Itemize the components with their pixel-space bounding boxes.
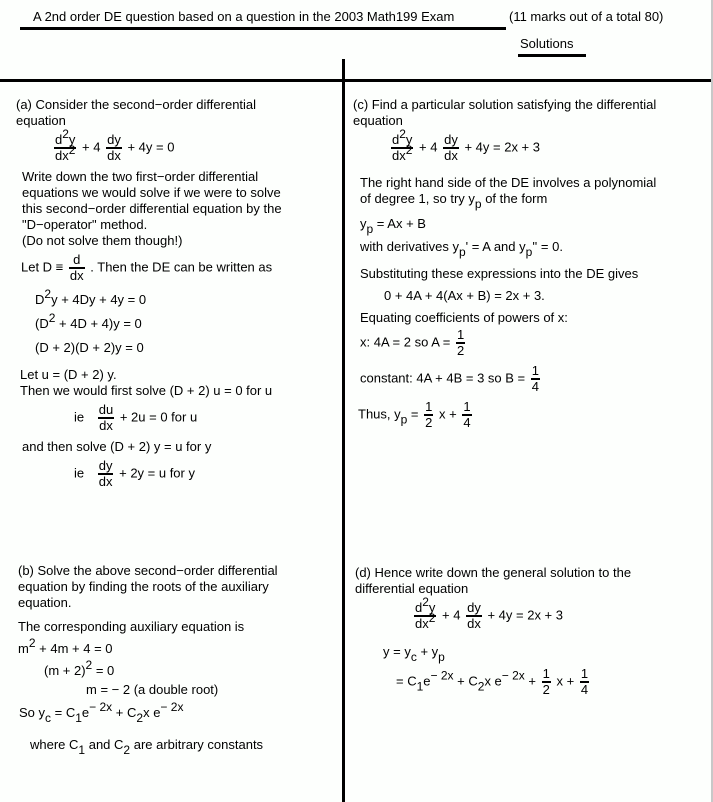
part-b	[18, 563, 338, 756]
first-derivative-fraction: $\frac{dy}{dx}$	[467, 600, 481, 631]
aux-root: m = − 2 (a double root)	[86, 682, 219, 697]
solutions-underline	[518, 54, 586, 57]
part-d-prompt-line1: (d) Hence write down the general solution to the	[355, 565, 632, 580]
ie-equation-y: ie $\frac{dy}{dx}$ + 2y = u for y	[74, 458, 195, 489]
trial-form: $y_p = Ax + B$	[360, 216, 426, 236]
vertical-divider	[342, 59, 345, 802]
equating-intro: Equating coefficients of powers of x:	[360, 310, 568, 325]
part-c-equation: $\frac{d^2y}{dx^2}$ + 4 $\frac{dy}{dx}$ + 4y = 2x + 3	[392, 127, 540, 163]
operator-equation-2: $(D^2 + 4D + 4)y = 0$	[35, 311, 142, 331]
rhs-intro-line2: of degree 1, so try $y_p$ of the form	[360, 191, 548, 211]
half-fraction: $\frac{1}{2}$	[456, 327, 465, 358]
first-derivative-fraction: $\frac{dy}{dx}$	[107, 132, 121, 163]
let-d-definition: Let D ≡ $\frac{d}{dx}$ . Then the DE can be written as	[21, 252, 273, 283]
instruction-line: Write down the two first−order differential	[22, 169, 259, 184]
part-b-prompt-line: (b) Solve the above second−order differential	[18, 563, 278, 578]
derivatives-line: with derivatives $y_p' = A$ and $y_p'' = 0$.	[360, 239, 563, 259]
dy-dx-fraction: $\frac{dy}{dx}$	[98, 458, 113, 489]
part-d	[355, 565, 708, 699]
part-b-prompt-line: equation.	[18, 595, 72, 610]
constant-coefficient-line: constant: 4A + 4B = 3 so B = $\frac{1}{4}$	[360, 363, 539, 394]
second-derivative-fraction: $\frac{d^2y}{dx^2}$	[392, 127, 413, 163]
operator-equation-1: $D^2y + 4Dy + 4y = 0$	[35, 287, 147, 307]
quarter-fraction: $\frac{1}{4}$	[580, 666, 589, 697]
instruction-line: this second−order differential equation by the	[22, 201, 282, 216]
instruction-line: equations we would solve if we were to solve	[22, 185, 281, 200]
instruction-line: (Do not solve them though!)	[22, 233, 183, 248]
first-derivative-fraction: $\frac{dy}{dx}$	[444, 132, 458, 163]
part-c-prompt-line2: equation	[353, 113, 403, 128]
second-derivative-fraction: $\frac{d^2y}{dx^2}$	[55, 127, 76, 163]
quarter-fraction: $\frac{1}{4}$	[531, 363, 539, 394]
horizontal-divider	[0, 79, 711, 82]
operator-equation-3: (D + 2)(D + 2)y = 0	[35, 340, 144, 355]
aux-intro: The corresponding auxiliary equation is	[18, 619, 245, 634]
aux-equation-1: $m^2 + 4m + 4 = 0$	[18, 636, 113, 656]
then-solve-step: and then solve (D + 2) y = u for y	[22, 439, 212, 454]
substitution-intro: Substituting these expressions into the DE gives	[360, 266, 639, 281]
part-b-prompt-line: equation by finding the roots of the auxiliary	[18, 579, 269, 594]
marks-note: (11 marks out of a total 80)	[509, 9, 664, 24]
complementary-solution: So $y_c = C_1e^{- 2x} + C_2x$ $e^{- 2x}$	[19, 700, 184, 725]
ie-equation-u: ie $\frac{du}{dx}$ + 2u = 0 for u	[74, 402, 198, 433]
let-u-definition: Let u = (D + 2) y.	[20, 367, 117, 382]
substitution-equation: 0 + 4A + 4(Ax + B) = 2x + 3.	[384, 288, 545, 303]
x-coefficient-line: x: 4A = 2 so A = $\frac{1}{2}$	[360, 327, 465, 358]
part-c-prompt-line1: (c) Find a particular solution satisfying the differential	[353, 97, 657, 112]
part-a-prompt-line2: equation	[16, 113, 66, 128]
second-derivative-fraction: $\frac{d^2y}{dx^2}$	[415, 595, 436, 631]
d-operator-fraction: $\frac{d}{dx}$	[69, 252, 84, 283]
first-solve-step: Then we would first solve (D + 2) u = 0 for u	[20, 383, 273, 398]
part-d-prompt-line2: differential equation	[355, 581, 469, 596]
arbitrary-constants-note: where $C_1$ and $C_2$ are arbitrary constants	[30, 737, 264, 757]
general-solution-line1: $y = y_c + y_p$	[383, 644, 445, 664]
instruction-line: "D−operator" method.	[22, 217, 148, 232]
particular-solution: Thus, $y_p$ = $\frac{1}{2}$ x + $\frac{1}{4}$	[358, 399, 471, 430]
part-d-equation: $\frac{d^2y}{dx^2}$ + 4 $\frac{dy}{dx}$ + 4y = 2x + 3	[415, 595, 563, 631]
half-fraction: $\frac{1}{2}$	[425, 399, 433, 430]
part-c	[353, 97, 708, 432]
general-solution-line2: = $C_1e^{- 2x} + C_2x$ $e^{- 2x}$ + $\frac{1}{2}$ x + $\frac{1}{4}$	[396, 666, 589, 697]
quarter-fraction: $\frac{1}{4}$	[463, 399, 471, 430]
part-a	[16, 97, 338, 491]
rhs-intro-line1: The right hand side of the DE involves a polynomial	[360, 175, 657, 190]
aux-equation-2: $(m + 2)^2 = 0$	[44, 658, 115, 678]
solutions-label: Solutions	[520, 36, 574, 51]
part-a-prompt-line1: (a) Consider the second−order differential	[16, 97, 257, 112]
half-fraction: $\frac{1}{2}$	[542, 666, 550, 697]
du-dx-fraction: $\frac{du}{dx}$	[98, 402, 114, 433]
document-title: A 2nd order DE question based on a question in the 2003 Math199 Exam	[33, 9, 455, 24]
title-underline	[20, 27, 506, 30]
part-a-equation: $\frac{d^2y}{dx^2}$ + 4 $\frac{dy}{dx}$ + 4y = 0	[55, 127, 175, 163]
